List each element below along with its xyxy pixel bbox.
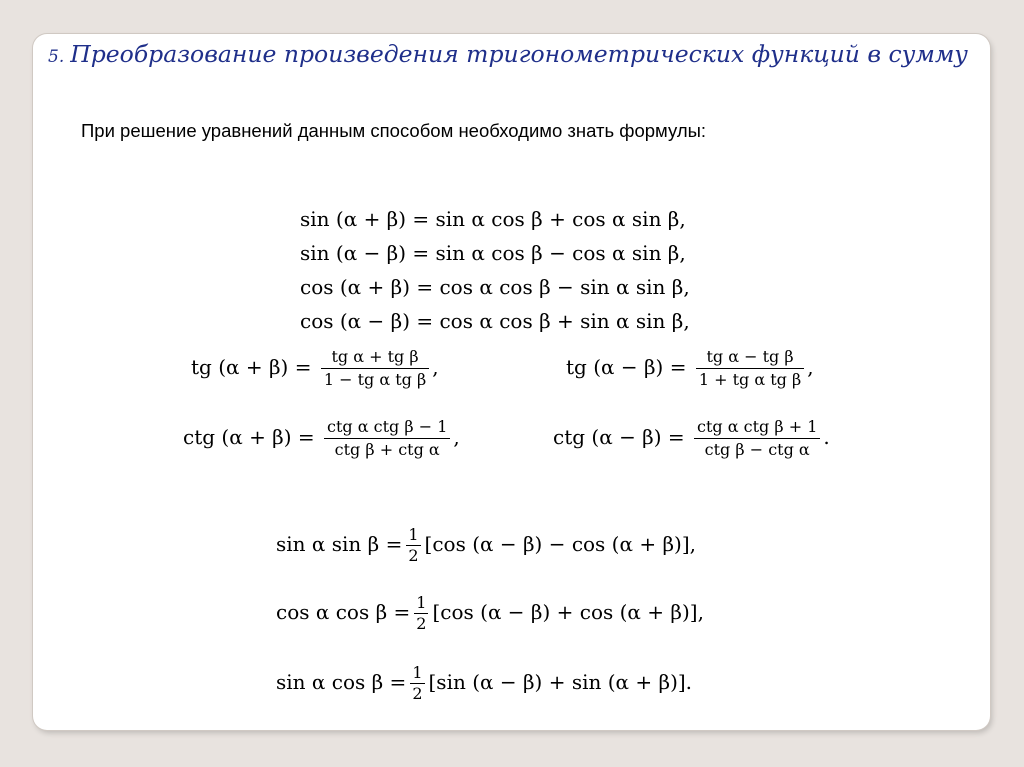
tg-diff-lhs: tg (α − β) =	[566, 355, 687, 379]
sin-cos-lhs: sin α cos β =	[276, 670, 407, 694]
half-fraction	[406, 527, 420, 564]
half-numerator: 1	[416, 593, 427, 612]
tg-sum-numerator: tg α + tg β	[321, 349, 429, 369]
slide-title	[48, 40, 978, 68]
half-fraction	[414, 595, 428, 632]
ctg-sum-fraction	[324, 419, 450, 458]
formula-cos-cos	[276, 595, 704, 632]
formula-sin-sum: sin (α + β) = sin α cos β + cos α sin β,	[300, 207, 686, 231]
formula-ctg-sum	[183, 419, 460, 458]
ctg-diff-denominator: ctg β − ctg α	[704, 440, 810, 459]
tg-diff-denominator: 1 + tg α tg β	[698, 370, 802, 389]
title-number: 5.	[48, 47, 65, 67]
title-text: Преобразование произведения тригонометрических функций в сумму	[70, 40, 968, 68]
ctg-sum-lhs: ctg (α + β) =	[183, 425, 315, 449]
tg-diff-tail: ,	[807, 355, 814, 379]
tg-sum-denominator: 1 − tg α tg β	[323, 370, 427, 389]
tg-diff-fraction	[696, 349, 804, 388]
ctg-sum-numerator: ctg α ctg β − 1	[324, 419, 450, 439]
half-denominator: 2	[416, 614, 427, 633]
tg-sum-lhs: tg (α + β) =	[191, 355, 312, 379]
formula-cos-diff: cos (α − β) = cos α cos β + sin α sin β,	[300, 309, 690, 333]
cos-cos-lhs: cos α cos β =	[276, 600, 411, 624]
half-fraction	[410, 665, 424, 702]
half-denominator: 2	[408, 546, 419, 565]
sin-sin-lhs: sin α sin β =	[276, 532, 403, 556]
cos-cos-rhs: [cos (α − β) + cos (α + β)],	[432, 600, 704, 624]
slide	[33, 34, 990, 730]
formula-sin-cos	[276, 665, 692, 702]
ctg-diff-tail: .	[823, 425, 830, 449]
formula-tg-diff	[566, 349, 814, 388]
half-numerator: 1	[408, 525, 419, 544]
intro-text: При решение уравнений данным способом необходимо знать формулы:	[81, 120, 707, 141]
tg-sum-fraction	[321, 349, 429, 388]
tg-sum-tail: ,	[432, 355, 439, 379]
sin-sin-rhs: [cos (α − β) − cos (α + β)],	[424, 532, 696, 556]
sin-cos-rhs: [sin (α − β) + sin (α + β)].	[428, 670, 693, 694]
ctg-sum-tail: ,	[453, 425, 460, 449]
ctg-diff-fraction	[694, 419, 820, 458]
formula-ctg-diff	[553, 419, 830, 458]
formula-tg-sum	[191, 349, 439, 388]
formula-sin-diff: sin (α − β) = sin α cos β − cos α sin β,	[300, 241, 686, 265]
formula-image	[183, 189, 873, 730]
formula-cos-sum: cos (α + β) = cos α cos β − sin α sin β,	[300, 275, 690, 299]
half-numerator: 1	[412, 663, 423, 682]
half-denominator: 2	[412, 684, 423, 703]
formula-sin-sin	[276, 527, 696, 564]
ctg-diff-lhs: ctg (α − β) =	[553, 425, 685, 449]
ctg-sum-denominator: ctg β + ctg α	[334, 440, 440, 459]
tg-diff-numerator: tg α − tg β	[696, 349, 804, 369]
ctg-diff-numerator: ctg α ctg β + 1	[694, 419, 820, 439]
